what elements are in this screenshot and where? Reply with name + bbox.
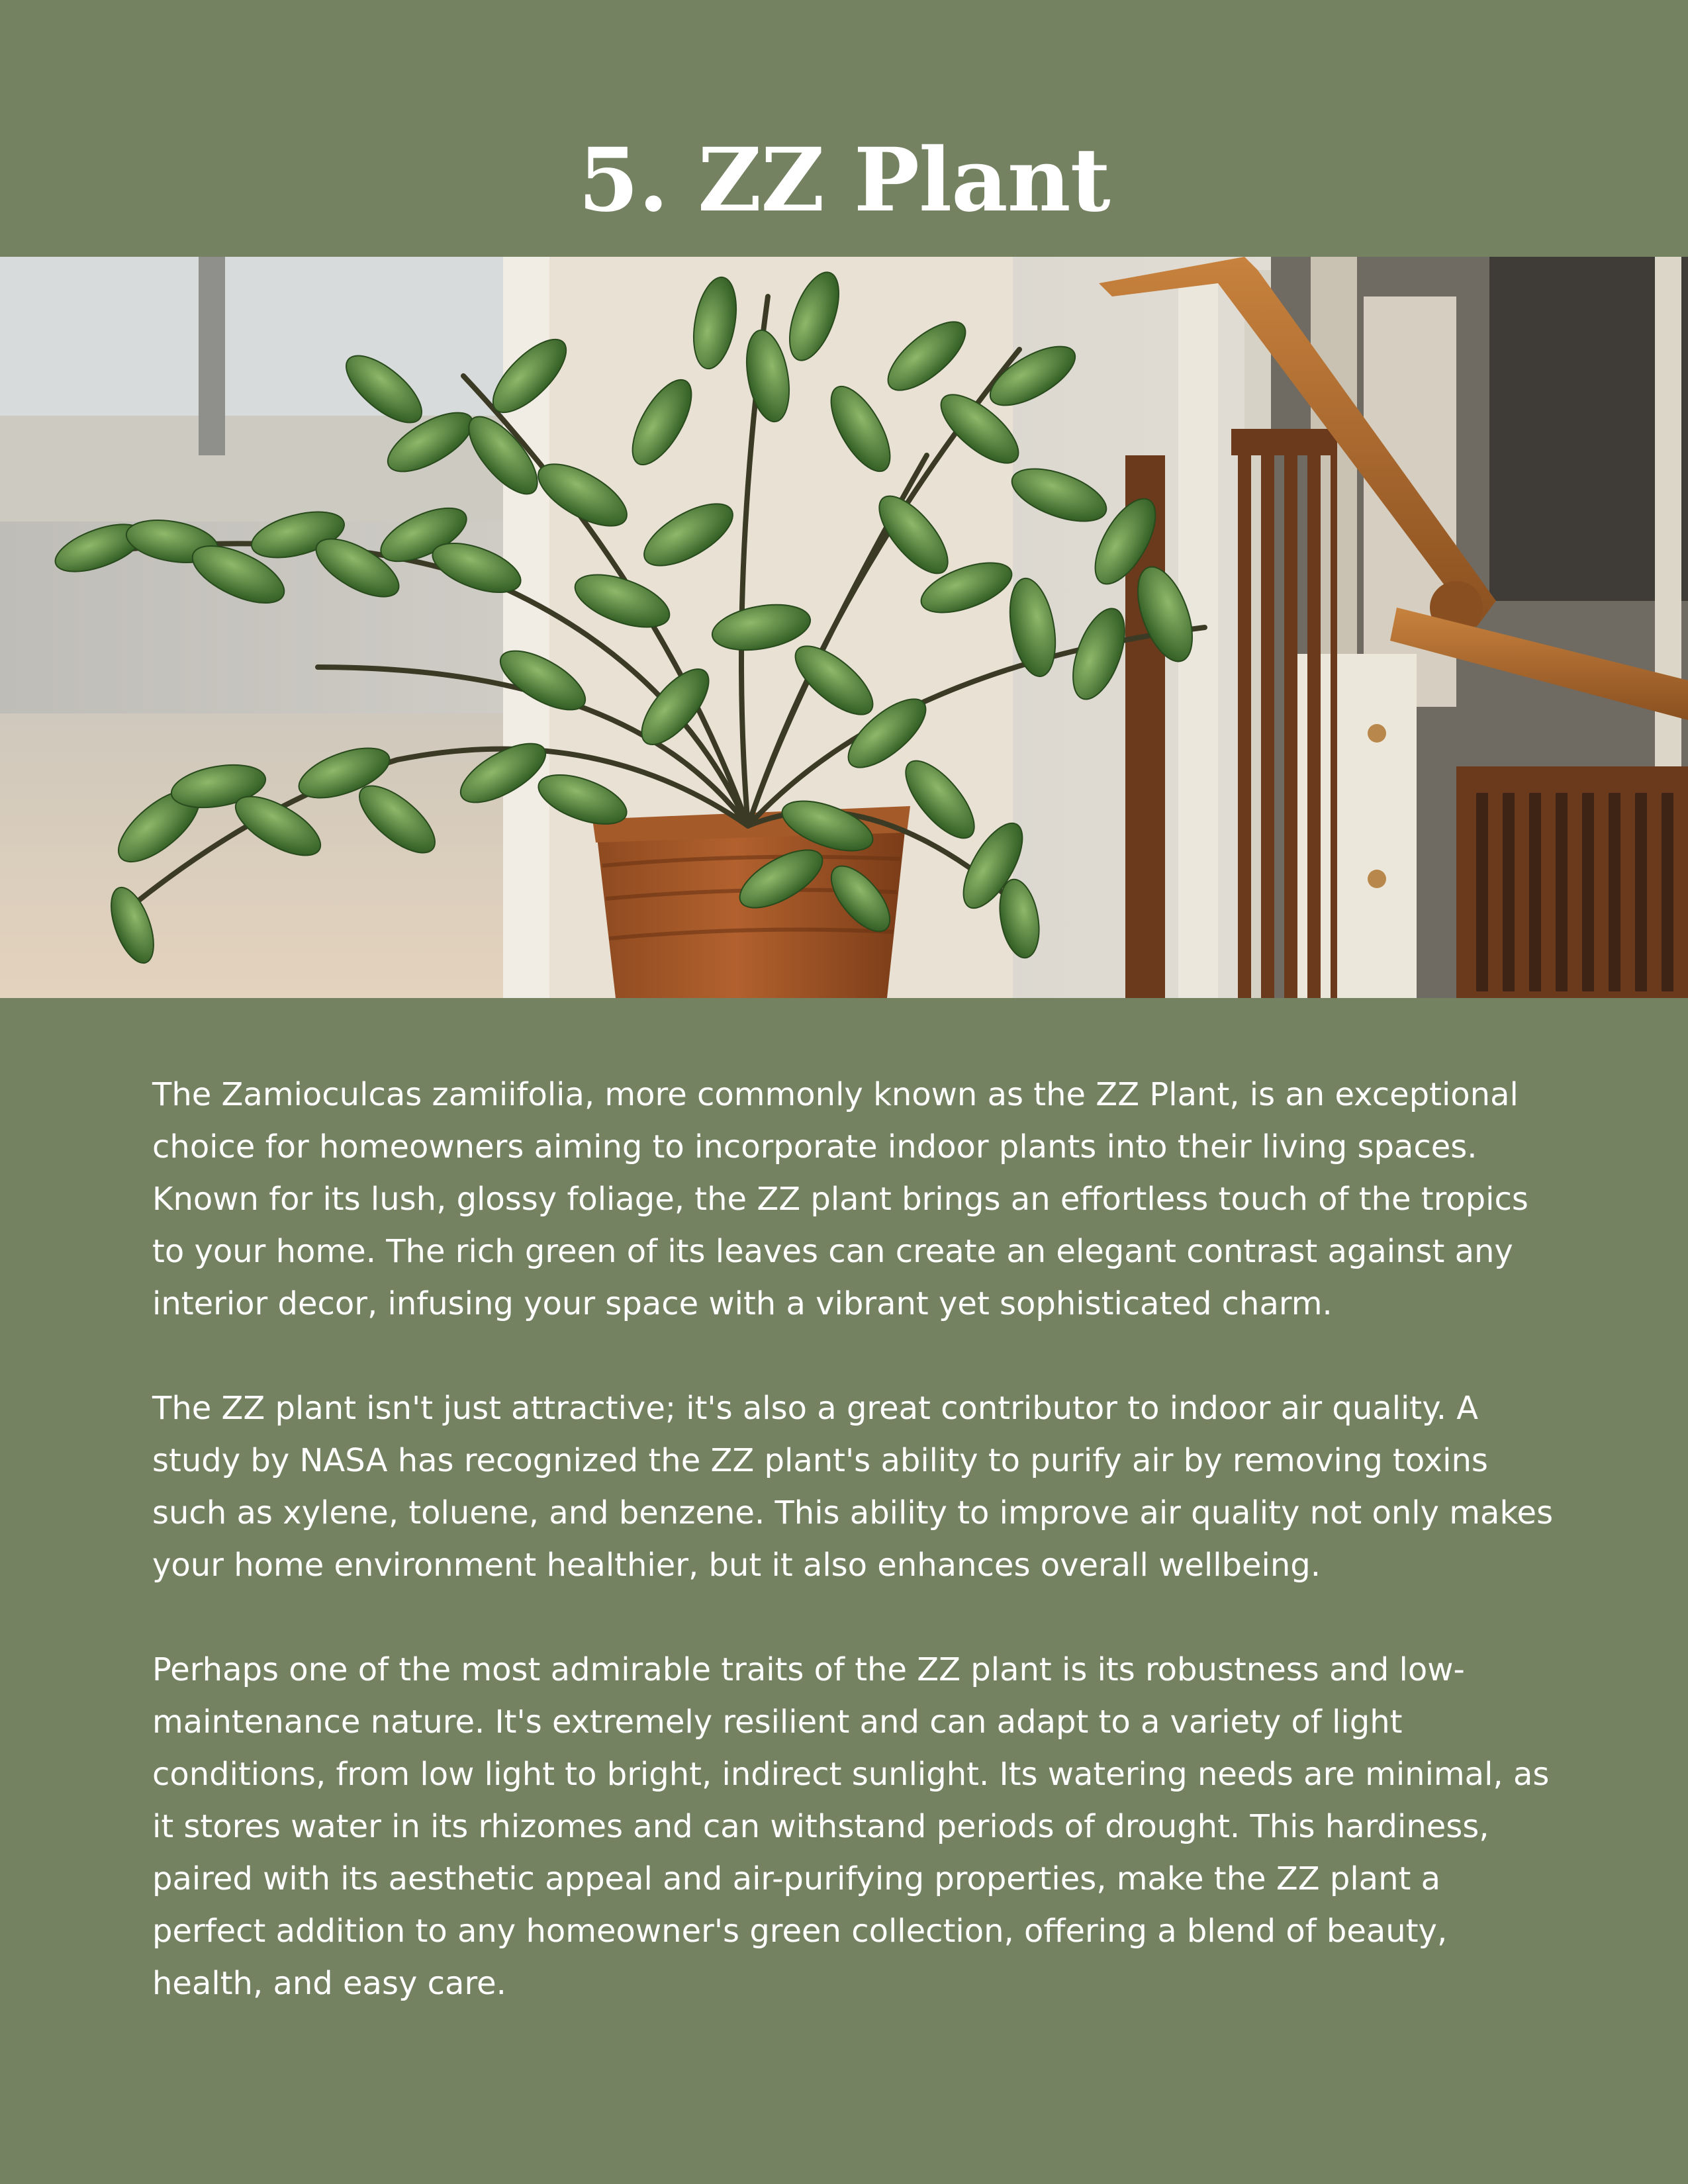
paragraph: The ZZ plant isn't just attractive; it's also a great contributor to indoor air quality. A study by NASA has recognized the ZZ plant's ability to purify air by removing toxins such as xylene, toluene, and benzene. This ability to improve air quality not only makes your home environment healthier, but it also enhances overall wellbeing.: [152, 1390, 1554, 1584]
zz-plant-photo: [0, 257, 1688, 998]
article-body: [152, 1069, 1556, 2010]
paragraph: The Zamioculcas zamiifolia, more commonly known as the ZZ Plant, is an exceptional choice for homeowners aiming to incorporate indoor plants into their living spaces. Known for its lush, glossy foliage, the ZZ plant brings an effortless touch of the tropics to your home. The rich green of its leaves can create an elegant contrast against any interior decor, infusing your space with a vibrant yet sophisticated charm.: [152, 1076, 1528, 1322]
paragraph: Perhaps one of the most admirable traits of the ZZ plant is its robustness and low-maintenance nature. It's extremely resilient and can adapt to a variety of light conditions, from low light to bright, indirect sunlight. Its watering needs are minimal, as it stores water in its rhizomes and can withstand periods of drought. This hardiness, paired with its aesthetic appeal and air-purifying properties, make the ZZ plant a perfect addition to any homeowner's green collection, offering a blend of beauty, health, and easy care.: [152, 1651, 1550, 2002]
page-title: 5. ZZ Plant: [578, 129, 1110, 232]
